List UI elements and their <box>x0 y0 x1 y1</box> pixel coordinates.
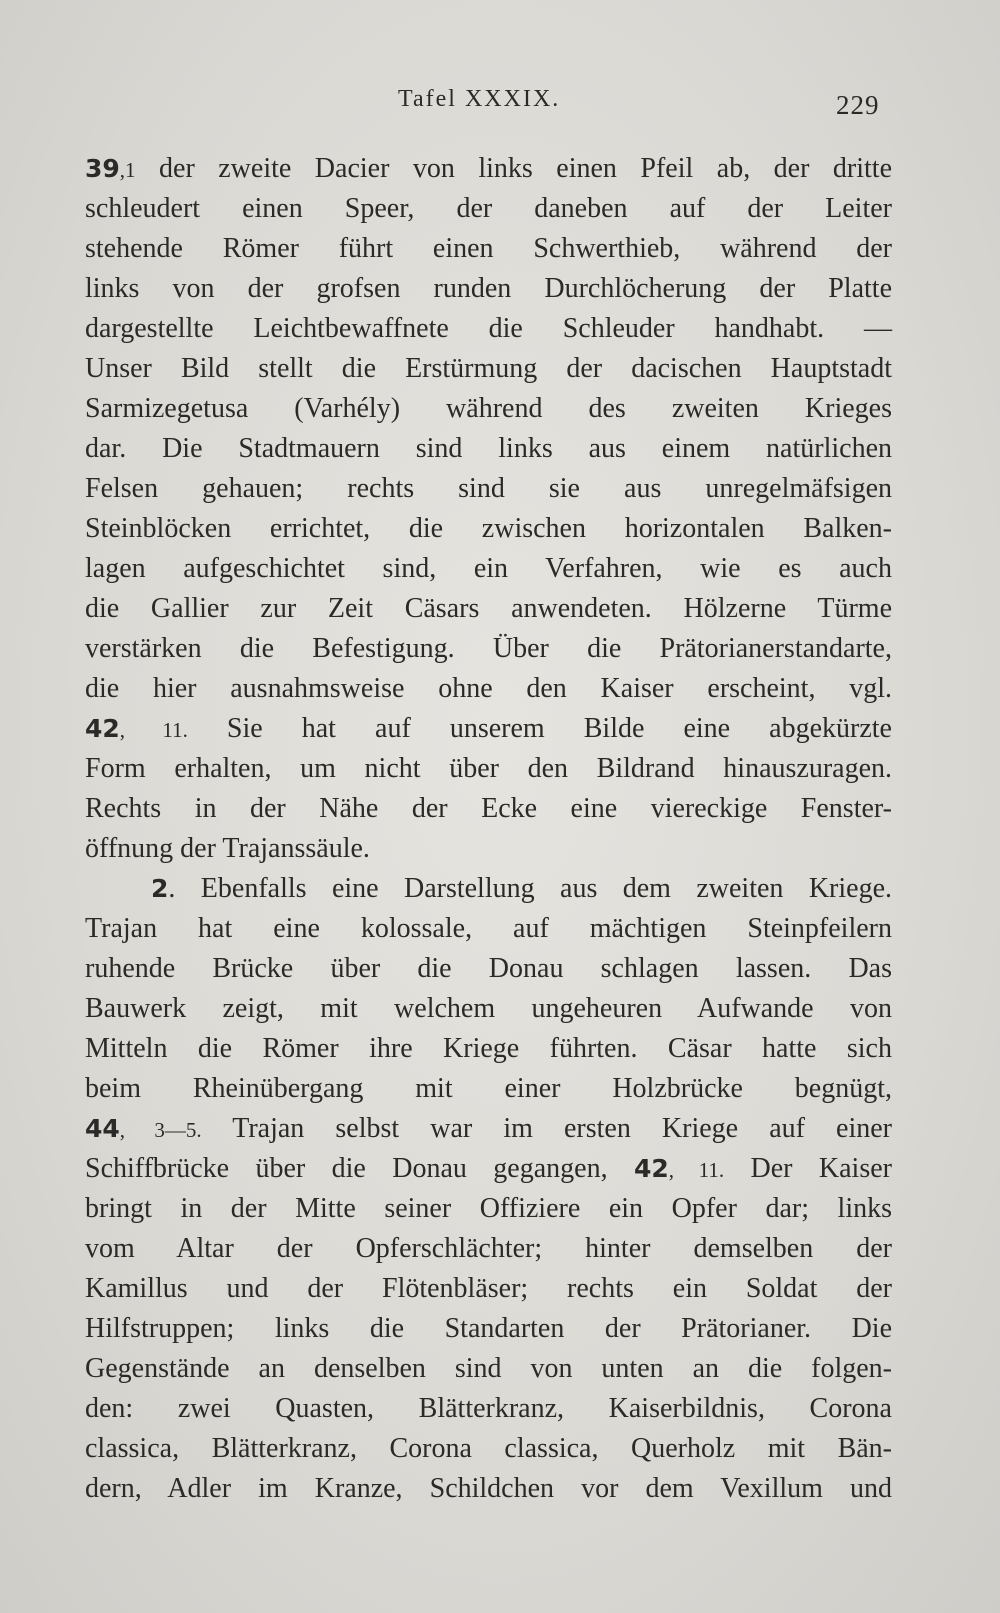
text-line <box>85 709 892 749</box>
text-line <box>85 909 892 949</box>
text-line <box>85 749 892 789</box>
line-text: öffnung der Trajanssäule. <box>85 833 370 864</box>
plate-reference: 39 <box>85 154 120 183</box>
text-line <box>85 989 892 1029</box>
line-text: Sarmizegetusa (Varhély) während des zweiten Krieges <box>85 393 892 424</box>
line-text: Hilfstruppen; links die Standarten der Prätorianer. Die <box>85 1313 892 1344</box>
text-line <box>85 1349 892 1389</box>
text-line <box>85 1229 892 1269</box>
figure-number: , 11. <box>119 718 188 742</box>
page-number: 229 <box>836 90 880 120</box>
line-text: Form erhalten, um nicht über den Bildrand hinauszuragen. <box>85 753 892 784</box>
line-text: schleudert einen Speer, der daneben auf der Leiter <box>85 193 892 224</box>
line-text: dern, Adler im Kranze, Schildchen vor dem Vexillum und <box>85 1473 892 1504</box>
text-line <box>85 1109 892 1149</box>
text-line <box>85 789 892 829</box>
text-line <box>85 1429 892 1469</box>
text-line <box>85 1189 892 1229</box>
text-line <box>85 1389 892 1429</box>
line-text: Steinblöcken errichtet, die zwischen horizontalen Balken- <box>85 513 892 544</box>
text-line <box>85 429 892 469</box>
line-text: Rechts in der Nähe der Ecke eine viereckige Fenster- <box>85 793 892 824</box>
text-line <box>85 1149 892 1189</box>
text-line <box>85 509 892 549</box>
line-text: Unser Bild stellt die Erstürmung der dacischen Hauptstadt <box>85 353 892 384</box>
text-line <box>85 1069 892 1109</box>
text-line <box>85 349 892 389</box>
plate-reference: 42 <box>85 714 120 743</box>
text-line <box>85 829 892 869</box>
text-line <box>85 949 892 989</box>
plate-reference: 44 <box>85 1114 120 1143</box>
text-line <box>85 149 892 189</box>
line-text: Felsen gehauen; rechts sind sie aus unregelmäfsigen <box>85 473 892 504</box>
text-line <box>85 869 892 909</box>
line-text: classica, Blätterkranz, Corona classica, Querholz mit Bän- <box>85 1433 892 1464</box>
page-header <box>0 86 1000 126</box>
text-line <box>85 549 892 589</box>
text-line <box>85 629 892 669</box>
line-text: stehende Römer führt einen Schwerthieb, während der <box>85 233 892 264</box>
line-text: verstärken die Befestigung. Über die Prätorianerstandarte, <box>85 633 892 664</box>
line-text: Mitteln die Römer ihre Kriege führten. Cäsar hatte sich <box>85 1033 892 1064</box>
figure-number: , 11. <box>668 1158 725 1182</box>
text-line <box>85 269 892 309</box>
line-text: Kamillus und der Flötenbläser; rechts ein Soldat der <box>85 1273 892 1304</box>
line-text: lagen aufgeschichtet sind, ein Verfahren, wie es auch <box>85 553 892 584</box>
line-text: Schiffbrücke über die Donau gegangen, <box>85 1153 634 1184</box>
running-title: Tafel XXXIX. <box>398 86 561 112</box>
line-text: Bauwerk zeigt, mit welchem ungeheuren Aufwande von <box>85 993 892 1024</box>
text-line <box>85 229 892 269</box>
text-line <box>85 1029 892 1069</box>
line-text: Sie hat auf unserem Bilde eine abgekürzte <box>187 713 892 744</box>
line-text: der zweite Dacier von links einen Pfeil ab, der dritte <box>135 153 892 184</box>
line-text: links von der grofsen runden Durchlöcherung der Platte <box>85 273 892 304</box>
line-text: Der Kaiser <box>724 1153 892 1184</box>
line-text: beim Rheinübergang mit einer Holzbrücke begnügt, <box>85 1073 892 1104</box>
line-text: Trajan hat eine kolossale, auf mächtigen Steinpfeilern <box>85 913 892 944</box>
figure-number: , 3—5. <box>119 1118 202 1142</box>
line-text: . Ebenfalls eine Darstellung aus dem zweiten Kriege. <box>168 873 892 904</box>
text-line <box>85 589 892 629</box>
text-line <box>85 1269 892 1309</box>
line-text: den: zwei Quasten, Blätterkranz, Kaiserbildnis, Corona <box>85 1393 892 1424</box>
line-text: dargestellte Leichtbewaffnete die Schleuder handhabt. — <box>85 313 892 344</box>
text-line <box>85 309 892 349</box>
text-line <box>85 389 892 429</box>
text-line <box>85 189 892 229</box>
line-text: dar. Die Stadtmauern sind links aus einem natürlichen <box>85 433 892 464</box>
line-text: Gegenstände an denselben sind von unten an die folgen- <box>85 1353 892 1384</box>
plate-reference: 42 <box>633 1154 669 1183</box>
body-text <box>85 149 892 1509</box>
line-text: ruhende Brücke über die Donau schlagen lassen. Das <box>85 953 892 984</box>
line-text: die Gallier zur Zeit Cäsars anwendeten. Hölzerne Türme <box>85 593 892 624</box>
figure-number: ,1 <box>119 158 136 182</box>
plate-reference: 2 <box>151 874 169 903</box>
line-text: vom Altar der Opferschlächter; hinter demselben der <box>85 1233 892 1264</box>
line-text: Trajan selbst war im ersten Kriege auf einer <box>201 1113 892 1144</box>
text-line <box>85 669 892 709</box>
line-text: bringt in der Mitte seiner Offiziere ein Opfer dar; links <box>85 1193 892 1224</box>
text-line <box>85 1309 892 1349</box>
line-text: die hier ausnahmsweise ohne den Kaiser erscheint, vgl. <box>85 673 892 704</box>
text-line <box>85 1469 892 1509</box>
text-line <box>85 469 892 509</box>
